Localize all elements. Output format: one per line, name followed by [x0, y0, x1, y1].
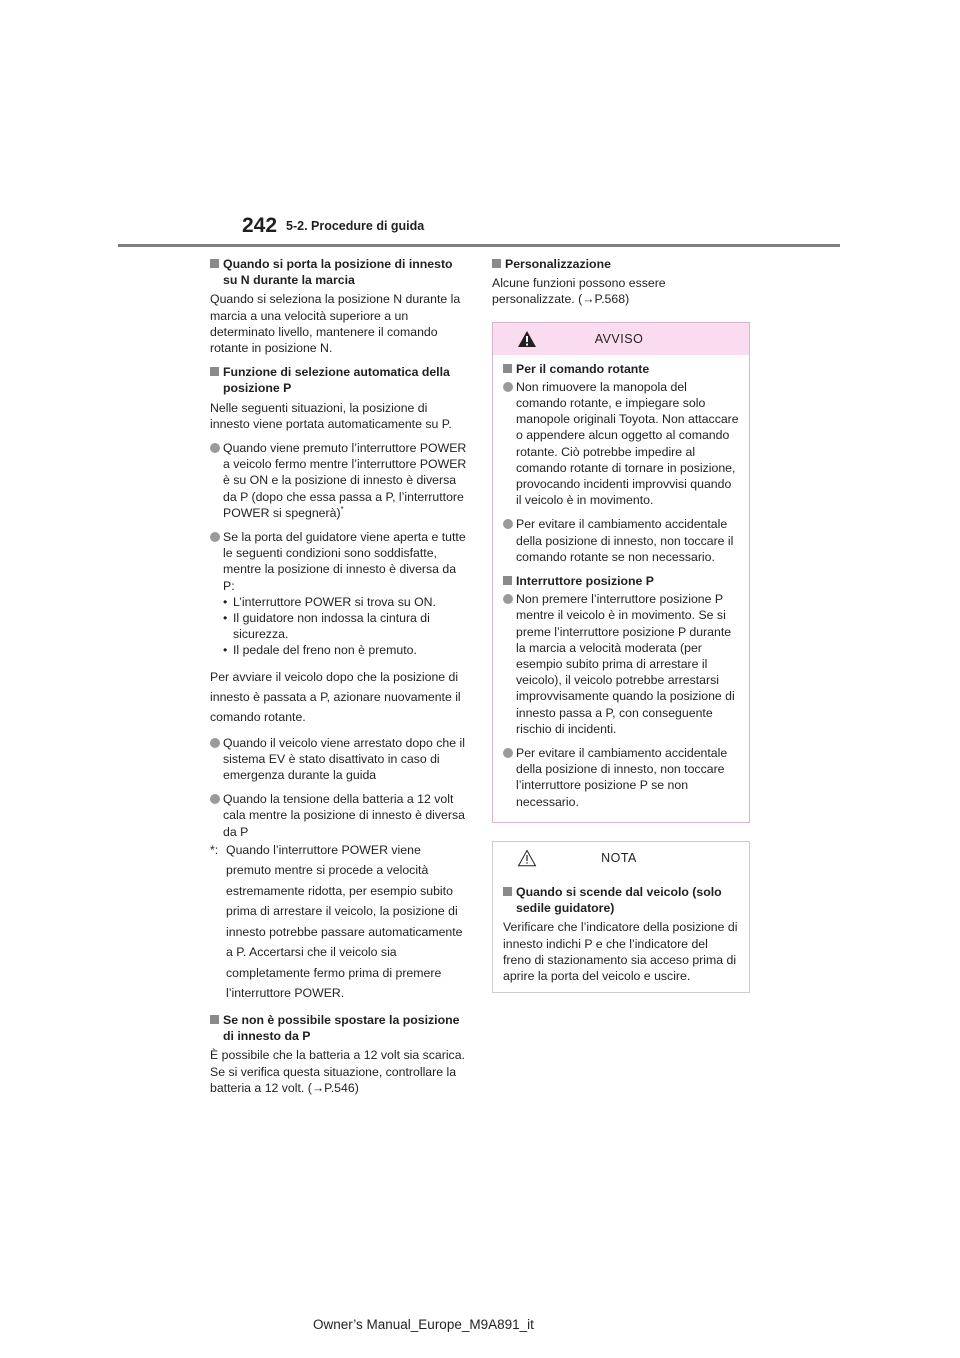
bullet-item: Non rimuovere la manopola del comando rotante, e impiegare solo manopole originali Toyota. Non attaccare o appendere alcun oggetto al comando rotante. Ciò potrebbe impedire al comando rotante di tornare in posizione, provocando incidenti improvvisi quando il veicolo è in movimento. [503, 379, 739, 509]
heading-auto-p: Funzione di selezione automatica della posizione P [210, 364, 468, 396]
right-column [492, 256, 750, 993]
paragraph-cannot-shift: È possibile che la batteria a 12 volt sia scarica. Se si verifica questa situazione, controllare la batteria a 12 volt. (→P.546) [210, 1048, 465, 1095]
circle-bullet-icon [210, 794, 220, 804]
bullet-item: Se la porta del guidatore viene aperta e tutte le seguenti condizioni sono soddisfatte, mentre la posizione di innesto è diversa da P: • L’interruttore POWER si trova su ON. • Il guidatore non indossa la cintura di sicurezza. • Il pedale del freno non è premuto. [210, 529, 468, 659]
square-bullet-icon [210, 367, 219, 376]
warning-header: AVVISO [493, 323, 749, 355]
circle-bullet-icon [210, 443, 220, 453]
bullet-item: Quando viene premuto l’interruttore POWER a veicolo fermo mentre l’interruttore POWER è su ON e la posizione di innesto è diversa da P (dopo che essa passa a P, l’interruttore POWER si spegnerà)* [210, 440, 468, 521]
sub-item: • Il guidatore non indossa la cintura di sicurezza. [223, 611, 430, 642]
bullet-item: Per evitare il cambiamento accidentale della posizione di innesto, non toccare l’interruttore posizione P se non necessario. [503, 745, 739, 810]
sub-item: • L’interruttore POWER si trova su ON. [223, 594, 436, 609]
note-box [492, 841, 750, 993]
square-bullet-icon [492, 259, 501, 268]
paragraph-personalization: Alcune funzioni possono essere personalizzate. (→P.568) [492, 276, 666, 307]
caution-triangle-icon [517, 849, 537, 867]
paragraph-restart: Per avviare il veicolo dopo che la posizione di innesto è passata a P, azionare nuovamente il comando rotante. [210, 669, 461, 724]
warning-triangle-icon [517, 330, 537, 348]
circle-bullet-icon [210, 738, 220, 748]
circle-bullet-icon [503, 748, 513, 758]
circle-bullet-icon [503, 594, 513, 604]
heading-cannot-shift: Se non è possibile spostare la posizione di innesto da P [210, 1012, 468, 1044]
square-bullet-icon [503, 887, 512, 896]
footer-text: Owner’s Manual_Europe_M9A891_it [313, 1317, 534, 1332]
heading-personalization: Personalizzazione [492, 256, 750, 272]
square-bullet-icon [503, 576, 512, 585]
note-heading: Quando si scende dal veicolo (solo sedile guidatore) [503, 884, 739, 916]
circle-bullet-icon [210, 532, 220, 542]
paragraph-shift-n: Quando si seleziona la posizione N durante la marcia a una velocità superiore a un determinato livello, mantenere il comando rotante in posizione N. [210, 292, 461, 356]
circle-bullet-icon [503, 519, 513, 529]
circle-bullet-icon [503, 382, 513, 392]
section-title: 5-2. Procedure di guida [286, 219, 425, 233]
sub-item: • Il pedale del freno non è premuto. [223, 643, 417, 658]
bullet-item: Quando il veicolo viene arrestato dopo che il sistema EV è stato disattivato in caso di emergenza durante la guida [210, 735, 468, 784]
bullet-item: Non premere l’interruttore posizione P mentre il veicolo è in movimento. Se si preme l’interruttore posizione P durante la marcia a velocità moderata (per esempio subito prima di arrestare il veicolo), il veicolo potrebbe arrestarsi improvvisamente quando la posizione di innesto passa a P, con conseguente rischio di incidenti. [503, 591, 739, 737]
heading-shift-n: Quando si porta la posizione di innesto su N durante la marcia [210, 256, 468, 288]
warning-box [492, 322, 750, 823]
warning-heading-p-switch: Interruttore posizione P [503, 573, 739, 589]
footnote: *: Quando l’interruttore POWER viene premuto mentre si procede a velocità estremamente ridotta, per esempio subito prima di arrestare il veicolo, la posizione di innesto potrebbe passare automaticamente a P. Accertarsi che il veicolo sia completamente fermo prima di premere l’interruttore POWER. [210, 842, 463, 1001]
note-text: Verificare che l’indicatore della posizione di innesto indichi P e che l’indicatore del freno di stazionamento sia acceso prima di aprire la porta del veicolo e uscire. [503, 920, 738, 983]
page-number: 242 [242, 214, 278, 237]
square-bullet-icon [210, 1015, 219, 1024]
square-bullet-icon [503, 364, 512, 373]
note-header: NOTA [493, 842, 749, 874]
left-column [210, 256, 468, 1104]
bullet-item: Quando la tensione della batteria a 12 volt cala mentre la posizione di innesto è diversa da P [210, 791, 468, 840]
bullet-item: Per evitare il cambiamento accidentale della posizione di innesto, non toccare il comando rotante se non necessario. [503, 516, 739, 565]
paragraph-auto-p: Nelle seguenti situazioni, la posizione di innesto viene portata automaticamente su P. [210, 400, 452, 431]
warning-heading-rotary: Per il comando rotante [503, 361, 739, 377]
square-bullet-icon [210, 259, 219, 268]
footnote-ref: * [340, 504, 344, 514]
header-rule [118, 244, 840, 247]
